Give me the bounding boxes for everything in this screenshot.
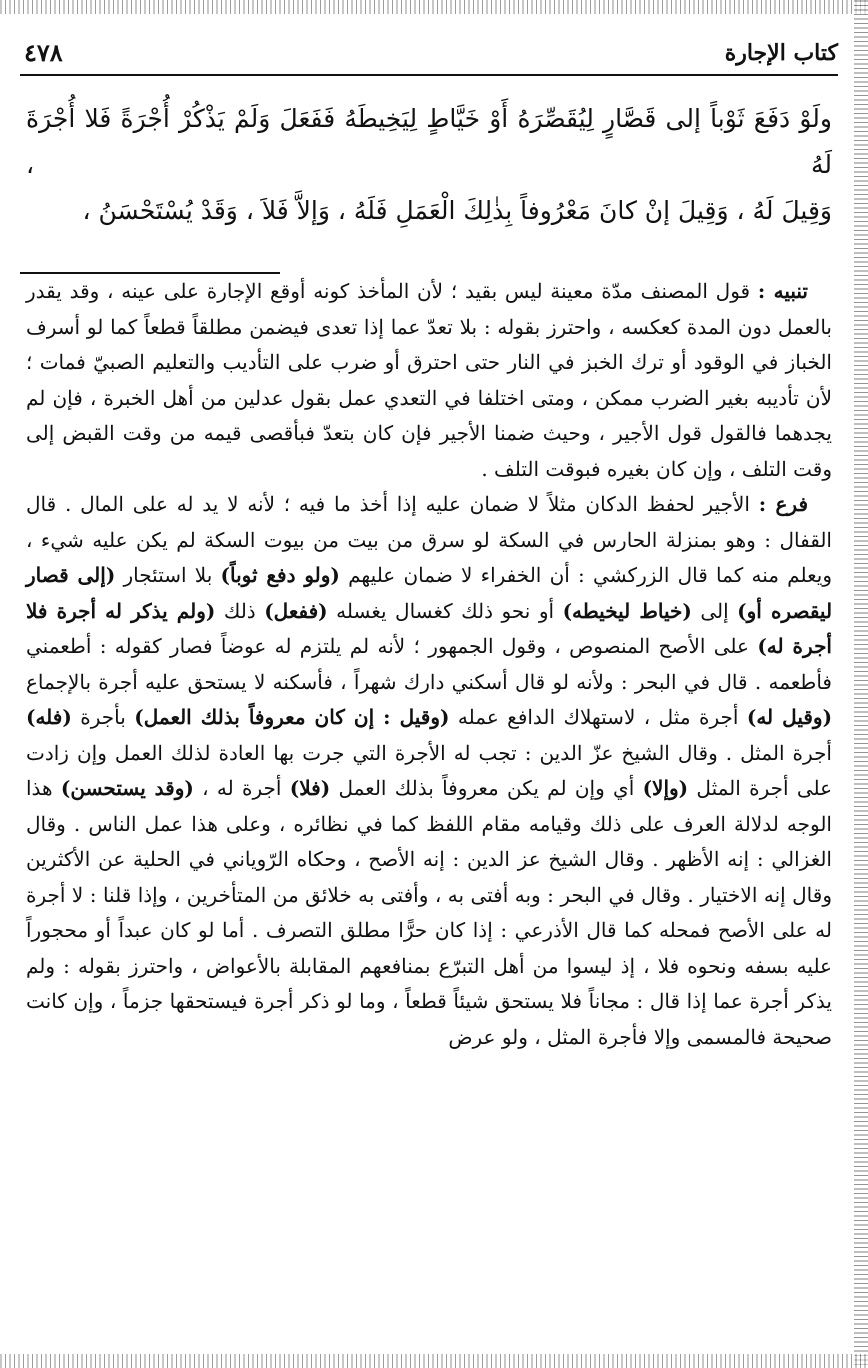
matn-quote-5: (ولم يذكر له أجرة فلا أجرة له) (26, 598, 832, 658)
matn-quote-1: (ولو دفع ثوباً) (220, 563, 340, 587)
tanbih-paragraph (26, 274, 832, 487)
page-number: ٤٧٨ (24, 38, 63, 67)
matn-quote-9: (وإلا) (642, 776, 689, 800)
commentary (20, 274, 838, 1055)
far-label: فرع : (758, 492, 809, 516)
tanbih-text: قول المصنف مدّة معينة ليس بقيد ؛ لأن المأخذ كونه أوقع الإجارة على عينه ، وقد يقدر بالعمل دون المدة كعكسه ، واحترز بقوله : بلا تعدّ عما إذا تعدى فيضمن مطلقاً قطعاً كما لو أسرف الخباز في الوقود أو ترك الخبز في النار حتى احترق أو ضرب على التأديب والتعليم الصبيّ فمات ؛ لأن تأديبه بغير الضرب ممكن ، ومتى اختلفا في التعدي عمل بقول عدلين من أهل الخبرة ، فإن لم يجدهما فالقول قول الأجير ، وحيث ضمنا الأجير فإن كان بتعدّ فبأقصى قيمه من وقت القبض إلى وقت التلف ، وإن كان بغيره فبوقت التلف . (26, 279, 832, 481)
matn-quote-4: (ففعل) (264, 598, 328, 623)
far-text-7: أجرة مثل ، لاستهلاك الدافع عمله (457, 705, 739, 729)
matn-quote-11: (وقد يستحسن) (60, 776, 194, 800)
far-text-3: إلى (700, 598, 729, 623)
far-paragraph (26, 487, 832, 1055)
matn-quote-10: (فلا) (289, 776, 331, 800)
matn-line-2: وَقِيلَ لَهُ ، وَقِيلَ إنْ كانَ مَعْرُوفاً بِذٰلِكَ الْعَمَلِ فَلَهُ ، وَإلاَّ فَلاَ ، وَقَدْ يُسْتَحْسَنُ ، (82, 196, 832, 225)
page-border-top (0, 0, 868, 14)
matn-quote-8: (فله) (26, 705, 72, 729)
far-text-6: على الأصح المنصوص ، وقول الجمهور ؛ لأنه لم يلتزم له عوضاً فصار كقوله : أطعمني فأطعمه . قال في البحر : ولأنه لو قال أسكني دارك شهراً ، فأسكنه لا يستحق عليه أجرة بالإجماع (26, 634, 832, 694)
far-text-11: أجرة له ، (202, 776, 282, 800)
matn-text (20, 96, 838, 234)
far-text-10: أي وإن لم يكن معروفاً بذلك العمل (338, 776, 635, 800)
page-border-right (854, 0, 868, 1368)
far-text-1: الأجير لحفظ الدكان مثلاً لا ضمان عليه إذا أخذ ما فيه ؛ لأنه لا يد له على المال . قال القفال : وهو بمنزلة الحارس في السكة لو سرق من بيت من بيوت السكة لم يكن عليه شيء ، ويعلم منه كما قال الزركشي : أن الخفراء لا ضمان عليهم (26, 492, 832, 587)
far-text-9: أجرة المثل . وقال الشيخ عزّ الدين : تجب له الأجرة التي جرت بها العادة لذلك العمل وإن زادت على أجرة المثل (26, 740, 833, 800)
far-text-12: هذا الوجه لدلالة العرف على ذلك وقيامه مقام اللفظ كما في نظائره ، وعلى هذا عمل الناس . وقال الغزالي : إنه الأظهر . وقال الشيخ عز الدين : إنه الأصح ، وحكاه الرّوياني في الحلية عن الأكثرين وقال إنه الاختيار . وقال في البحر : وبه أفتى به ، وأفتى به خلائق من المتأخرين ، وإذا قلنا : لا أجرة له على الأصح فمحله كما قال الأذرعي : إذا كان حرًّا مطلق التصرف . أما لو كان عبداً أو محجوراً عليه بسفه ونحوه فلا ، إذ ليسوا من أهل التبرّع بمنافعهم المقابلة بالأعواض ، واحترز بقوله : ولم يذكر أجرة عما إذا قال : مجاناً فلا يستحق شيئاً قطعاً ، وما لو ذكر أجرة فيستحقها جزماً ، وإن كانت صحيحة فالمسمى وإلا فأجرة المثل ، ولو عرض (26, 776, 832, 1049)
matn-line-1: ولَوْ دَفَعَ ثَوْباً إلى قَصَّارٍ لِيُقَصِّرَهُ أَوْ خَيَّاطٍ لِيَخِيطَهُ فَفَعَلَ وَلَمْ يَذْكُرْ أُجْرَةً فَلا أُجْرَةَ لَهُ ، (26, 104, 832, 179)
far-text-5: ذلك (223, 598, 256, 623)
page-border-bottom (0, 1354, 868, 1368)
matn-quote-2: (إلى قصار ليقصره أو) (26, 563, 833, 623)
running-header (20, 30, 838, 76)
matn-quote-6: (وقيل له) (746, 705, 833, 729)
book-page (20, 30, 838, 1348)
far-text-2: بلا استئجار (123, 563, 213, 587)
chapter-title: كتاب الإجارة (724, 40, 838, 66)
matn-quote-3: (خياط ليخيطه) (562, 598, 692, 623)
far-text-8: بأجرة (80, 705, 126, 729)
matn-quote-7: (وقيل : إن كان معروفاً بذلك العمل) (134, 705, 450, 729)
far-text-4: أو نحو ذلك كغسال يغسله (336, 598, 555, 623)
tanbih-label: تنبيه : (757, 279, 808, 303)
